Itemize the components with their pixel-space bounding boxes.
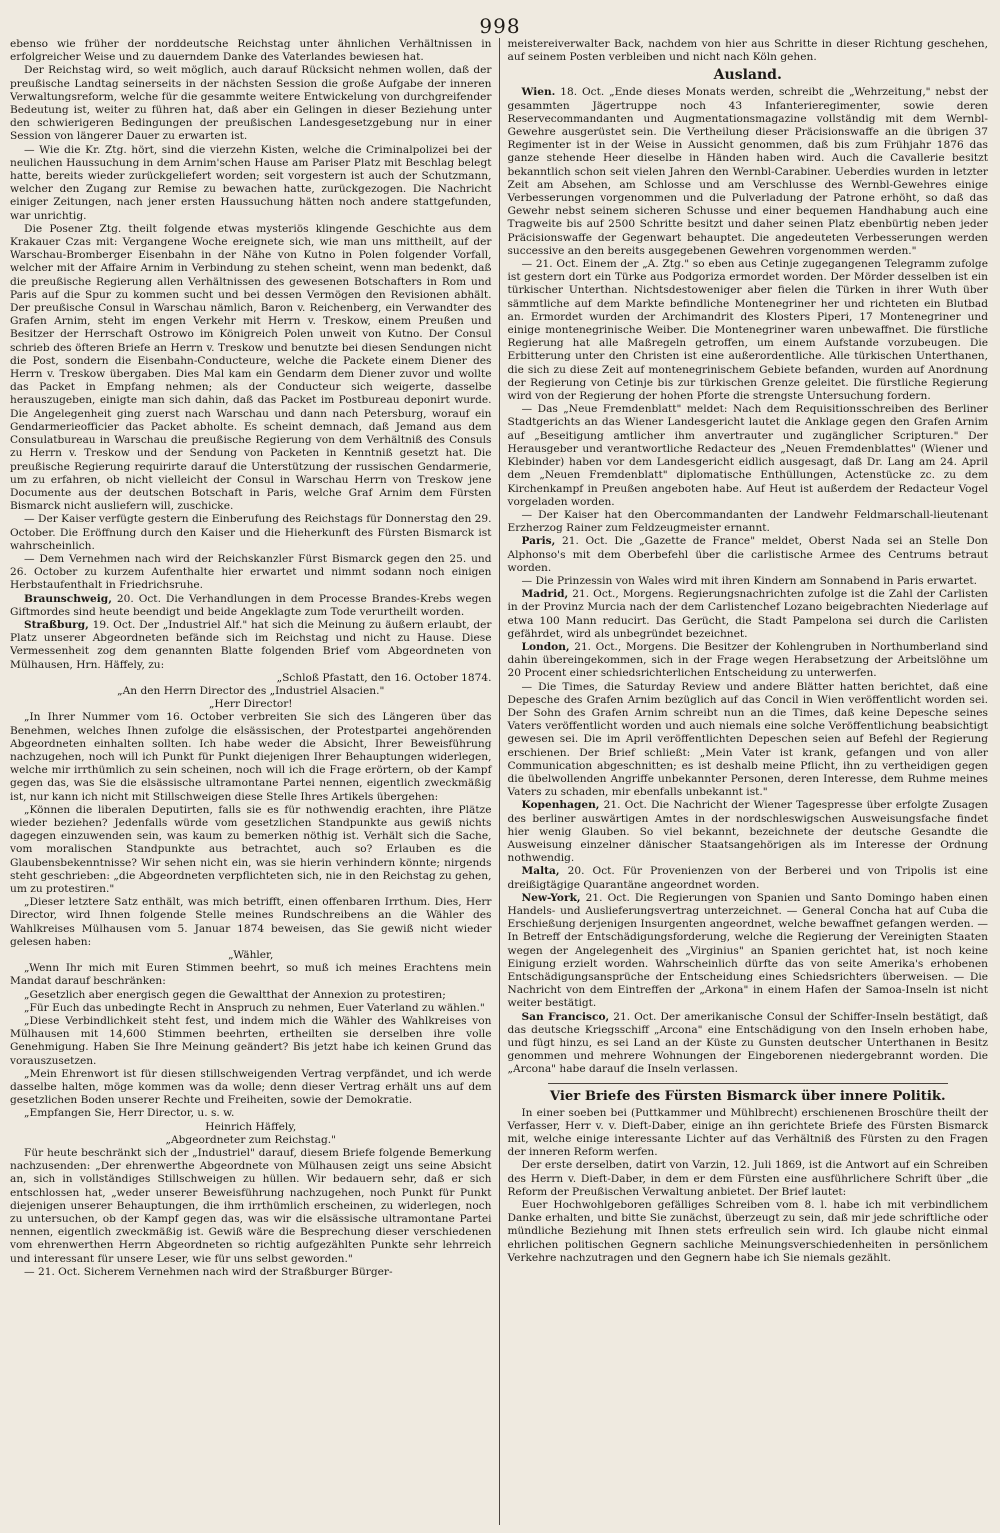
news-body: 20. Oct. Für Provenienzen von der Berberei und von Tripolis ist eine dreißigtägige Quarantäne angeordnet worden. bbox=[507, 865, 988, 891]
paragraph: — 21. Oct. Einem der „A. Ztg." so eben aus Cetinje zugegangenen Telegramm zufolge ist gestern dort ein Türke aus Podgoriza ermordet worden. Der Mörder desselben ist ein türkischer Unterthan. Nichtsdestoweniger aber fielen die Türken in ihrer Wuth über sämmtliche auf dem Markte befindliche Montenegriner her und richteten ein Blutbad an. Ermordet wurden der Archimandrit des Klosters Piperi, 17 Montenegriner und einige montenegrinische Weiber. Die Montenegriner waren unbewaffnet. Die fürstliche Regierung hat alle Maßregeln getroffen, um einem Aufstande vorzubeugen. Die Erbitterung unter den Christen ist eine außerordentliche. Alle türkischen Unterthanen, die sich zu diese Zeit auf montenegrinischem Gebiete befanden, wurden auf Anordnung der Regierung von Cetinje bis zur türkischen Grenze geleitet. Die fürstliche Regierung wird von der Regierung der hohen Pforte die strengste Untersuchung fordern. bbox=[507, 258, 988, 403]
news-item bbox=[508, 535, 989, 575]
paragraph: meistereiverwalter Back, nachdem von hier aus Schritte in dieser Richtung geschehen, auf seinem Posten verbleiben und nicht nach Köln gehen. bbox=[507, 38, 988, 64]
letter-salutation: „Herr Director! bbox=[208, 698, 293, 711]
paragraph: „Diese Verbindlichkeit steht fest, und indem mich die Wähler des Wahlkreises von Mülhausen mit 14,600 Stimmen beehrten, ertheilten sie derselben ihre volle Genehmigung. Haben Sie Ihre Meinung geändert? Bis jetzt habe ich keinen Grund das vorauszusetzen. bbox=[10, 1015, 492, 1067]
section-heading: Ausland. bbox=[713, 67, 782, 84]
paragraph: Für heute beschränkt sich der „Industriel" darauf, diesem Briefe folgende Bemerkung nachzusenden: „Der ehrenwerthe Abgeordnete von Mülhausen zeigt uns seine Absicht an, sich in vollständiges Stillschweigen zu hüllen. Wir bedauern sehr, daß er sich entschlossen hat, „weder unserer Beweisführung nachzugehen, noch Punkt für Punkt diejenigen unserer Behauptungen, die ihm irrthümlich erscheinen, zu widerlegen, noch zu untersuchen, ob der Kampf gegen das, was wir die elsässische ultramontane Partei nennen, eigentlich zweckmäßig ist. Gewiß wäre die Besprechung dieser verschiedenen vom ehrenwerthen Herrn Abgeordneten so richtig aufgezählten Punkte sehr lehrreich und interessant für unsere Leser, wie für uns selbst geworden." bbox=[10, 1147, 492, 1265]
dateline: Kopenhagen, bbox=[521, 799, 600, 812]
news-item bbox=[10, 593, 492, 619]
paragraph: — Das „Neue Fremdenblatt" meldet: Nach dem Requisitionsschreiben des Berliner Stadtgerichts an das Wiener Landesgericht lautet die Anklage gegen den Grafen Arnim auf „Beseitigung amtlicher ihm anvertrauter und zugänglicher Scripturen." Der Herausgeber und verantwortliche Redacteur des „Neuen Fremdenblattes" (Wiener und Klebinder) haben vor dem Landesgericht eidlich ausgesagt, daß Dr. Lang am 24. April dem „Neuen Fremdenblatt" diplomatische Enthüllungen, Actenstücke zc. zu dem Kirchenkampf in Preußen angeboten habe. Auf Heut ist außerdem der Redacteur Vogel vorgeladen worden. bbox=[507, 403, 988, 508]
two-column-layout bbox=[10, 38, 988, 1525]
paragraph: — 21. Oct. Sicherem Vernehmen nach wird der Straßburger Bürger- bbox=[24, 1265, 393, 1278]
news-body: 20. Oct. Die Verhandlungen in dem Processe Brandes-Krebs wegen Giftmordes sind heute beendigt und beide Angeklagte zum Tode verurtheilt worden. bbox=[10, 592, 492, 618]
paragraph: „In Ihrer Nummer vom 16. October verbreiten Sie sich des Längeren über das Benehmen, welches Ihnen zufolge die elsässischen, der Protestpartei angehörenden Abgeordneten einhalten sollten. Ich habe weder die Absicht, Ihrer Beweisführung nachzugehen, noch will ich Punkt für Punkt diejenigen Ihrer Behauptungen widerlegen, welche mir irrthümlich zu sein scheinen, noch will ich die Frage erörtern, ob der Kampf gegen das, was Sie die elsässische ultramontane Partei nennen, eigentlich zweckmäßig ist, nur kann ich nicht mit Stillschweigen diese Stelle Ihres Artikels übergehen: bbox=[10, 711, 492, 803]
dateline: Madrid, bbox=[521, 588, 569, 601]
paragraph: — Wie die Kr. Ztg. hört, sind die vierzehn Kisten, welche die Criminalpolizei bei der neulichen Haussuchung in dem Arnim'schen Hause am Pariser Platz mit Beschlag belegt hatte, bereits wieder zurückgeliefert worden; seit vorgestern ist auch der Schutzmann, welcher den Zugang zur Remise zu bewachen hatte, zurückgezogen. Die Nachricht einiger Zeitungen, nach jener ersten Haussuchung hätten noch andere stattgefunden, war unrichtig. bbox=[10, 143, 492, 222]
news-item bbox=[508, 799, 989, 865]
article-separator bbox=[548, 1083, 949, 1084]
paragraph: Die Posener Ztg. theilt folgende etwas mysteriös klingende Geschichte aus dem Krakauer Czas mit: Vergangene Woche ereignete sich, wie man uns mittheilt, auf der Warschau-Bromberger Eisenbahn in der Nähe von Kutno in Polen folgender Vorfall, welcher mit der Affaire Arnim in Verbindung zu stehen scheint, wenn man bedenkt, daß die preußische Regierung allen Verhältnissen des gewesenen Botschafters in Rom und Paris auf die Spur zu kommen sucht und bei dessen Vermögen den Revisionen abhält. Der preußische Consul in Warschau nämlich, Baron v. Reichenberg, ein Verwandter des Grafen Arnim, steht im engen Verkehr mit Herrn v. Treskow, einem Preußen und Besitzer der Herrschaft Ostrowo im Königreich Polen unweit von Kutno. Der Consul schrieb des öfteren Briefe an Herrn v. Treskow und benutzte bei diesen Sendungen nicht die Post, sondern die Eisenbahn-Conducteure, welche die Packete einem Diener des Herrn v. Treskow übergaben. Dies Mal kam ein Gendarm dem Diener zuvor und wollte das Packet in Empfang nehmen; als der Conducteur sich weigerte, dasselbe herauszugeben, einigte man sich dahin, daß das Packet im Postbureau deponirt wurde. Die Angelegenheit ging zuerst nach Warschau und dann nach Petersburg, worauf ein Gendarmerieofficier das Packet abholte. Es scheint demnach, daß Jemand aus dem Consulatbureau in Warschau die preußische Regierung von dem Verhältniß des Consuls zu Herrn v. Treskow und der Sendung von Packeten in Kenntniß gesetzt hat. Die preußische Regierung requirirte darauf die Unterstützung der russischen Gendarmerie, um zu erfahren, ob nicht vielleicht der Consul in Warschau Herrn von Treskow jene Documente aus der deutschen Botschaft in Paris, welche Graf Arnim dem Fürsten Bismarck nicht ausliefern will, zuschicke. bbox=[10, 222, 492, 513]
paragraph: — Der Kaiser verfügte gestern die Einberufung des Reichstags für Donnerstag den 29. October. Die Eröffnung durch den Kaiser und die Hieherkunft des Fürsten Bismarck ist wahrscheinlich. bbox=[10, 513, 492, 552]
dateline: Braunschweig, bbox=[24, 592, 112, 605]
paragraph: Der erste derselben, datirt von Varzin, 12. Juli 1869, ist die Antwort auf ein Schreiben des Herrn v. Dieft-Daber, in dem er dem Fürsten eine ausführlichere Schrift über „die Reform der Preußischen Verwaltung anbietet. Der Brief lautet: bbox=[507, 1159, 988, 1198]
paragraph: „Dieser letztere Satz enthält, was mich betrifft, einen offenbaren Irrthum. Dies, Herr Director, wird Ihnen folgende Stelle meines Rundschreibens an die Wähler des Wahlkreises Mülhausen vom 5. Januar 1874 beweisen, das Sie gewiß nicht wieder gelesen haben: bbox=[10, 896, 492, 948]
dateline: New-York, bbox=[521, 891, 581, 904]
news-body: 21. Oct., Morgens. Die Besitzer der Kohlengruben in Northumberland sind dahin übereingekommen, sich in der Frage wegen Herabsetzung der Arbeitslöhne um 20 Procent einer schiedsrichterlichen Entscheidung zu unterwerfen. bbox=[507, 640, 988, 680]
page-number: 998 bbox=[479, 14, 521, 38]
news-body: 21. Oct. Die Nachricht der Wiener Tagespresse über erfolgte Zusagen des berliner auswärtigen Amtes in der nordschleswigschen Ausweisungsfache findet hier wenig Glauben. So viel bekannt, bezeichnete der deutsche Gesandte die Ausweisung einzelner dänischer Staatsangehörigen als im Interesse der Ordnung nothwendig. bbox=[507, 799, 988, 865]
signature-title: „Abgeordneter zum Reichstag." bbox=[165, 1133, 336, 1146]
paragraph: „Gesetzlich aber energisch gegen die Gewaltthat der Annexion zu protestiren; bbox=[24, 988, 446, 1001]
letter-address: „An den Herrn Director des „Industriel Alsacien." bbox=[117, 684, 385, 697]
left-column bbox=[10, 38, 497, 1525]
news-item bbox=[508, 86, 989, 258]
news-item bbox=[508, 892, 989, 1011]
paragraph: „Können die liberalen Deputirten, falls sie es für nothwendig erachten, ihre Plätze wieder beziehen? Jedenfalls würde vom gesetzlichen Standpunkte aus gewiß nichts dagegen einzuwenden sein, was kaum zu bemerken nöthig ist. Verhält sich die Sache, vom moralischen Standpunkte aus betrachtet, auch so? Erlauben es die Glaubensbekenntnisse? Wir sehen nicht ein, was sie hierin verhindern könnte; nirgends steht geschrieben: „die Abgeordneten verpflichteten sich, nie in den Reichstag zu gehen, um zu protestiren." bbox=[10, 803, 492, 895]
news-body: 21. Oct., Morgens. Regierungsnachrichten zufolge ist die Zahl der Carlisten in der Provinz Murcia nach der dem Carlistenchef Lozano beigebrachten Niederlage auf etwa 100 Mann reducirt. Das Gerücht, die Stadt Pampelona sei durch die Carlisten gefährdet, wird als unbegründet bezeichnet. bbox=[507, 588, 988, 640]
paragraph: — Der Kaiser hat den Obercommandanten der Landwehr Feldmarschall-lieutenant Erzherzog Rainer zum Feldzeugmeister ernannt. bbox=[507, 508, 988, 535]
dateline: Wien. bbox=[521, 86, 556, 99]
news-item bbox=[508, 641, 989, 681]
dateline: London, bbox=[521, 640, 570, 653]
paragraph: — Die Times, die Saturday Review und andere Blätter hatten berichtet, daß eine Depesche des Grafen Arnim bezüglich auf das Concil in Wien veröffentlicht worden sei. Der Sohn des Grafen Arnim schreibt nun an die Times, daß keine Depesche seines Vaters veröffentlicht worden und auch niemals eine solche Veröffentlichung beabsichtigt gewesen sei. Die im April veröffentlichten Depeschen seien auf Befehl der Regierung erschienen. Der Brief schließt: „Mein Vater ist krank, gefangen und von aller Communication abgeschnitten; es ist deshalb meine Pflicht, ihn zu vertheidigen gegen die übelwollenden Angriffe unbekannter Personen, deren Interesse, dem Ruhme meines Vaters zu schaden, mir ebenfalls unbekannt ist." bbox=[507, 680, 988, 799]
paragraph: — Dem Vernehmen nach wird der Reichskanzler Fürst Bismarck gegen den 25. und 26. October zu kurzem Aufenthalte hier erwartet und nimmt sodann noch einigen Herbstaufenthalt in Friedrichsruhe. bbox=[10, 552, 492, 592]
news-item bbox=[10, 619, 492, 672]
dateline: Malta, bbox=[521, 865, 560, 878]
dateline: San Francisco, bbox=[521, 1010, 610, 1023]
news-body: 21. Oct. Die „Gazette de France" meldet, Oberst Nada sei an Stelle Don Alphonso's mit dem Oberbefehl über die carlistische Armee des Centrums betraut worden. bbox=[507, 535, 988, 574]
paragraph: „Wenn Ihr mich mit Euren Stimmen beehrt, so muß ich meines Erachtens mein Mandat darauf beschränken: bbox=[10, 962, 492, 988]
paragraph: Der Reichstag wird, so weit möglich, auch darauf Rücksicht nehmen wollen, daß der preußische Landtag seinerseits in der nächsten Session die große Aufgabe der inneren Verwaltungsreform, welche für die gesammte weitere Entwickelung von durchgreifender Bedeutung ist, weiter zu führen hat, daß aber ein Gelingen in dieser Beziehung unter den schwierigeren Bedingungen der preußischen Landesgesetzgebung nur in einer Session von längerer Dauer zu erwarten ist. bbox=[10, 64, 492, 143]
paragraph: „Mein Ehrenwort ist für diesen stillschweigenden Vertrag verpfändet, und ich werde dasselbe halten, möge kommen was da wolle; denn dieser Vertrag erhält uns auf dem gesetzlichen Boden unserer Rechte und Freiheiten, sowie der Demokratie. bbox=[10, 1067, 492, 1107]
news-item bbox=[508, 865, 989, 891]
paragraph: Euer Hochwohlgeboren gefälliges Schreiben vom 8. l. habe ich mit verbindlichem Danke erhalten, und bitte Sie zunächst, überzeugt zu sein, daß mir jede schriftliche oder mündliche Beziehung mit Ihnen stets erfreulich sein wird. Ich glaube nicht einmal ehrlichen politischen Gegnern sachliche Meinungsverschiedenheiten in persönlichem Verkehre nachzutragen und den Gegnern habe ich Sie niemals gezählt. bbox=[507, 1199, 988, 1264]
paragraph: In einer soeben bei (Puttkammer und Mühlbrecht) erschienenen Broschüre theilt der Verfasser, Herr v. v. Dieft-Daber, einige an ihn gerichtete Briefe des Fürsten Bismarck mit, welche einige interessante Lichter auf das Verhältniß des Fürsten zu den Fragen der inneren Reform werfen. bbox=[507, 1106, 988, 1159]
paragraph: ebenso wie früher der norddeutsche Reichstag unter ähnlichen Verhältnissen in erfolgreicher Weise und zu dauerndem Danke des Vaterlandes bewiesen hat. bbox=[10, 38, 492, 64]
signature-name: Heinrich Häffely, bbox=[205, 1120, 297, 1133]
paragraph: „Für Euch das unbedingte Recht in Anspruch zu nehmen, Euer Vaterland zu wählen." bbox=[24, 1001, 485, 1014]
news-body: 21. Oct. Der amerikanische Consul der Schiffer-Inseln bestätigt, daß das deutsche Kriegsschiff „Arcona" eine Entschädigung von den Inseln erhoben habe, und fügt hinzu, es sei Land an der Küste zu Gunsten deutscher Unterthanen in Besitz genommen und mehrere Wohnungen der Eingeborenen niedergebrannt worden. Die „Arcona" habe darauf die Inseln verlassen. bbox=[507, 1010, 988, 1076]
news-item bbox=[508, 1011, 989, 1077]
paragraph: — Die Prinzessin von Wales wird mit ihren Kindern am Sonnabend in Paris erwartet. bbox=[521, 574, 977, 587]
news-body: 21. Oct. Die Regierungen von Spanien und Santo Domingo haben einen Handels- und Auslieferungsvertrag unterzeichnet. — General Concha hat auf Cuba die Erschießung derjenigen Insurgenten angeordnet, welche bewaffnet gefangen werden. — In Betreff der Entschädigungsforderung, welche die Regierung der Vereinigten Staaten wegen der Angelegenheit des „Virginius" an Spanien gerichtet hat, ist noch keine Einigung erzielt worden. Wahrscheinlich dürfte das von seite Amerika's erhobenen Entschädigungsansprüche der Entscheidung eines Schiedsrichters überweisen. — Die Nachricht von dem Eintreffen der „Arkona" in einem Hafen der Samoa-Inseln ist nicht weiter bestätigt. bbox=[507, 891, 988, 1010]
article-title: Vier Briefe des Fürsten Bismarck über innere Politik. bbox=[549, 1088, 946, 1104]
quote-salutation: „Wähler, bbox=[228, 949, 274, 962]
letter-dateline: „Schloß Pfastatt, den 16. October 1874. bbox=[276, 671, 492, 684]
news-body: 19. Oct. Der „Industriel Alf." hat sich die Meinung zu äußern erlaubt, der Platz unserer Abgeordneten befände sich im Reichstag und nicht zu Hause. Diese Vermessenheit zog dem genannten Blatte folgenden Brief vom Abgeordneten von Mülhausen, Hrn. Häffely, zu: bbox=[10, 618, 492, 671]
column-divider bbox=[499, 38, 500, 1525]
dateline: Paris, bbox=[521, 535, 556, 548]
news-item bbox=[508, 588, 989, 641]
right-column bbox=[502, 38, 989, 1525]
paragraph: „Empfangen Sie, Herr Director, u. s. w. bbox=[24, 1107, 235, 1120]
news-body: 18. Oct. „Ende dieses Monats werden, schreibt die „Wehrzeitung," nebst der gesammten Jägertruppe noch 43 Infanterieregimenter, sowie deren Reservecommandanten und Augmentationsmagazine vollständig mit dem Wernbl-Gewehre ausgerüstet sein. Die Vertheilung dieser Präcisionswaffe an die übrigen 37 Regimenter ist in der Weise in Aussicht genommen, daß bis zum Frühjahr 1876 das ganze stehende Heer dieselbe in Händen haben wird. Auch die Cavallerie besitzt bekanntlich schon seit vielen Jahren den Wernbl-Carabiner. Ueberdies wurden in letzter Zeit am Absehen, am Schlosse und am Verschlusse des Wernbl-Gewehres einige Verbesserungen vorgenommen und die Pulverladung der Patrone erhöht, so daß das Gewehr nebst seinem sicheren Schusse und einer bequemen Handhabung auch eine Tragweite bis auf 2500 Schritte besitzt und daher seinen Platz ebenbürtig neben jeder Präcisionswaffe der Gegenwart behauptet. Die angedeuteten Verbesserungen werden successive an den bereits ausgegebenen Gewehren vorgenommen werden." bbox=[507, 86, 988, 257]
dateline: Straßburg, bbox=[24, 618, 89, 631]
